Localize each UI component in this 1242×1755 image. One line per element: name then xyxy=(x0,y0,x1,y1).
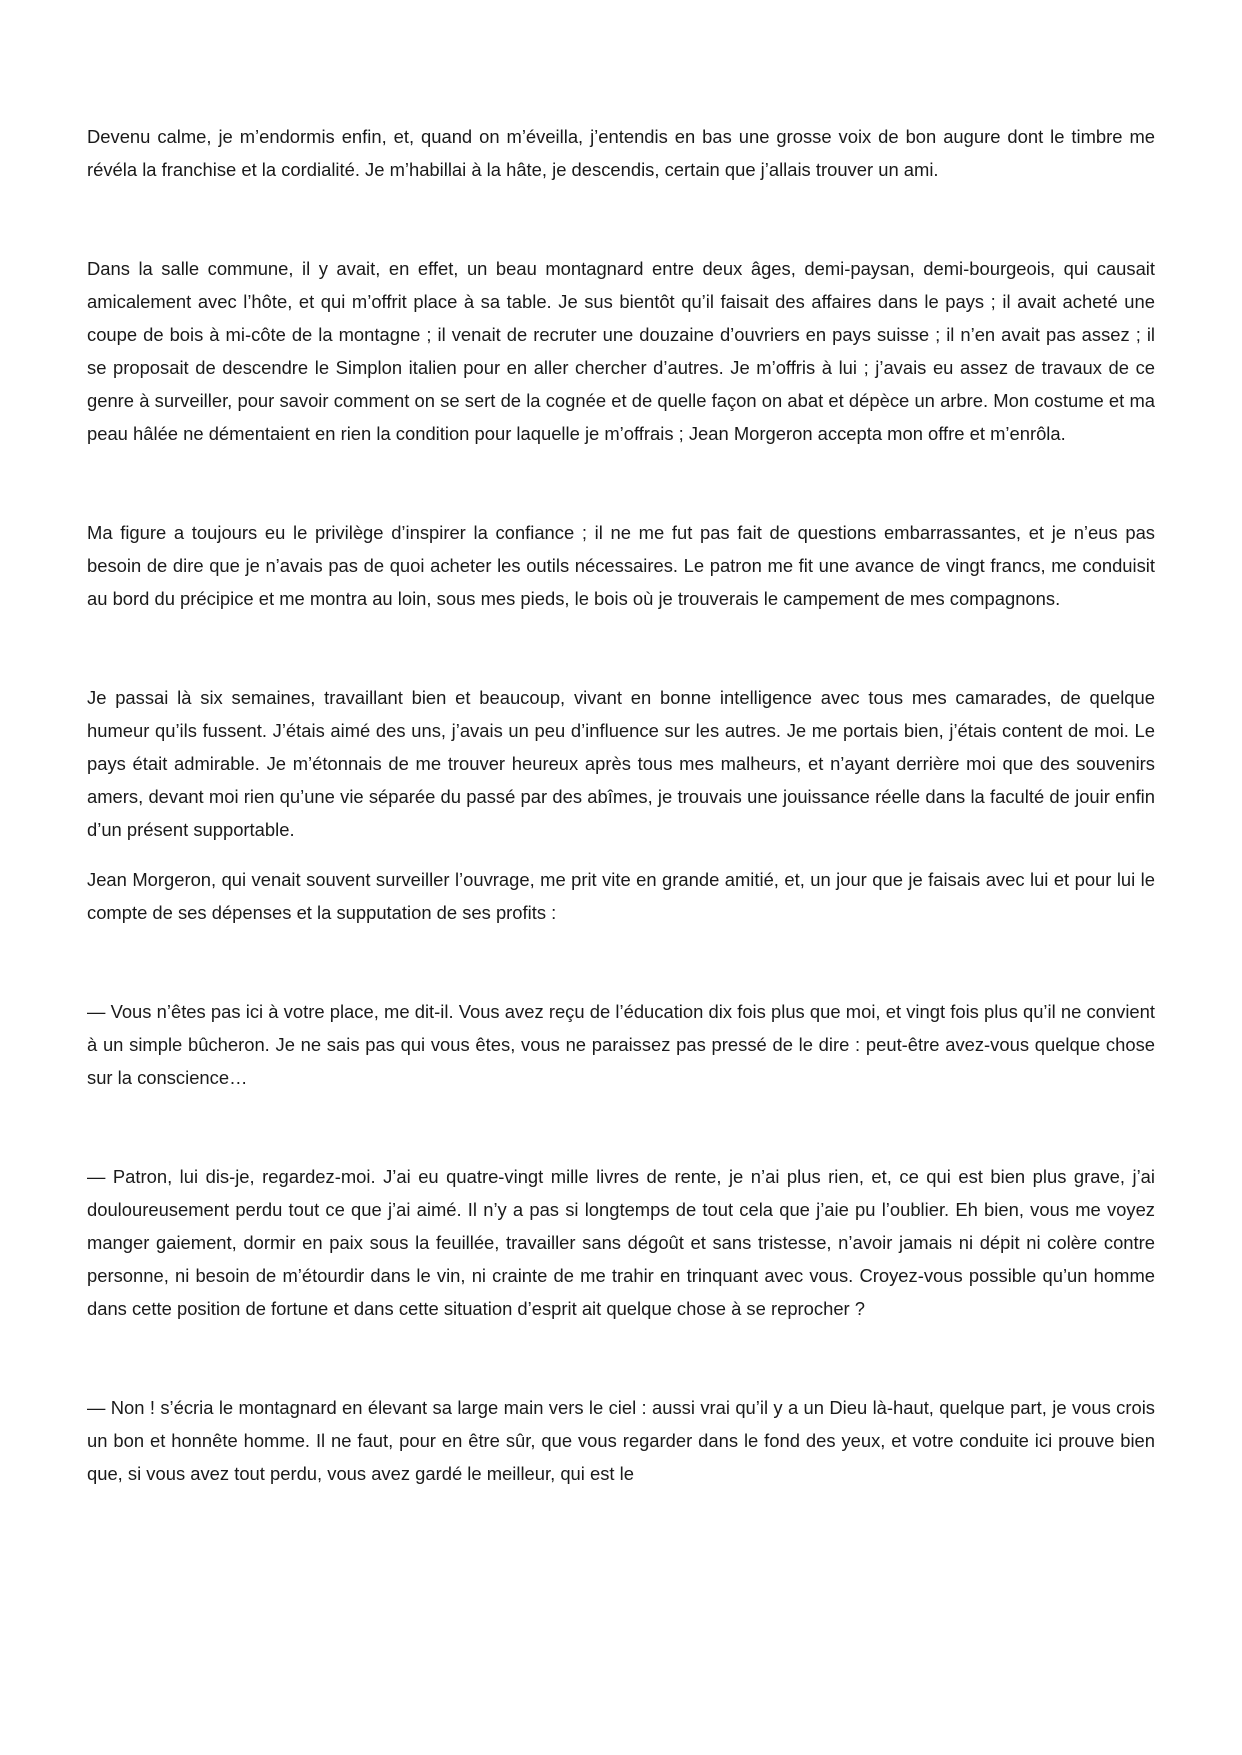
paragraph-6: — Vous n’êtes pas ici à votre place, me dit-il. Vous avez reçu de l’éducation dix fois plus que moi, et vingt fois plus qu’il ne convient à un simple bûcheron. Je ne sais pas qui vous êtes, vous ne paraissez pas pressé de le dire : peut-être avez-vous quelque chose sur la conscience… xyxy=(87,1001,1155,1088)
paragraph-1: Devenu calme, je m’endormis enfin, et, quand on m’éveilla, j’entendis en bas une grosse voix de bon augure dont le timbre me révéla la franchise et la cordialité. Je m’habillai à la hâte, je descendis, certain que j’allais trouver un ami. xyxy=(87,126,1155,180)
paragraph-8: — Non ! s’écria le montagnard en élevant sa large main vers le ciel : aussi vrai qu’il y a un Dieu là-haut, quelque part, je vous crois un bon et honnête homme. Il ne faut, pour en être sûr, que vous regarder dans le fond des yeux, et votre conduite ici prouve bien que, si vous avez tout perdu, vous avez gardé le meilleur, qui est le xyxy=(87,1397,1155,1484)
document-page xyxy=(87,120,1155,1490)
paragraph-3: Ma figure a toujours eu le privilège d’inspirer la confiance ; il ne me fut pas fait de questions embarrassantes, et je n’eus pas besoin de dire que je n’avais pas de quoi acheter les outils nécessaires. Le patron me fit une avance de vingt francs, me conduisit au bord du précipice et me montra au loin, sous mes pieds, le bois où je trouverais le campement de mes compagnons. xyxy=(87,522,1155,609)
paragraph-2: Dans la salle commune, il y avait, en effet, un beau montagnard entre deux âges, demi-paysan, demi-bourgeois, qui causait amicalement avec l’hôte, et qui m’offrit place à sa table. Je sus bientôt qu’il faisait des affaires dans le pays ; il avait acheté une coupe de bois à mi-côte de la montagne ; il venait de recruter une douzaine d’ouvriers en pays suisse ; il n’en avait pas assez ; il se proposait de descendre le Simplon italien pour en aller chercher d’autres. Je m’offris à lui ; j’avais eu assez de travaux de ce genre à surveiller, pour savoir comment on se sert de la cognée et de quelle façon on abat et dépèce un arbre. Mon costume et ma peau hâlée ne démentaient en rien la condition pour laquelle je m’offrais ; Jean Morgeron accepta mon offre et m’enrôla. xyxy=(87,258,1155,444)
paragraph-5: Jean Morgeron, qui venait souvent surveiller l’ouvrage, me prit vite en grande amitié, et, un jour que je faisais avec lui et pour lui le compte de ses dépenses et la supputation de ses profits : xyxy=(87,869,1155,923)
paragraph-4: Je passai là six semaines, travaillant bien et beaucoup, vivant en bonne intelligence avec tous mes camarades, de quelque humeur qu’ils fussent. J’étais aimé des uns, j’avais un peu d’influence sur les autres. Je me portais bien, j’étais content de moi. Le pays était admirable. Je m’étonnais de me trouver heureux après tous mes malheurs, et n’ayant derrière moi que des souvenirs amers, devant moi rien qu’une vie séparée du passé par des abîmes, je trouvais une jouissance réelle dans la faculté de jouir enfin d’un présent supportable. xyxy=(87,687,1155,840)
paragraph-7: — Patron, lui dis-je, regardez-moi. J’ai eu quatre-vingt mille livres de rente, je n’ai plus rien, et, ce qui est bien plus grave, j’ai douloureusement perdu tout ce que j’ai aimé. Il n’y a pas si longtemps de tout cela que j’aie pu l’oublier. Eh bien, vous me voyez manger gaiement, dormir en paix sous la feuillée, travailler sans dégoût et sans tristesse, n’avoir jamais ni dépit ni colère contre personne, ni besoin de m’étourdir dans le vin, ni crainte de me trahir en trinquant avec vous. Croyez-vous possible qu’un homme dans cette position de fortune et dans cette situation d’esprit ait quelque chose à se reprocher ? xyxy=(87,1166,1155,1319)
